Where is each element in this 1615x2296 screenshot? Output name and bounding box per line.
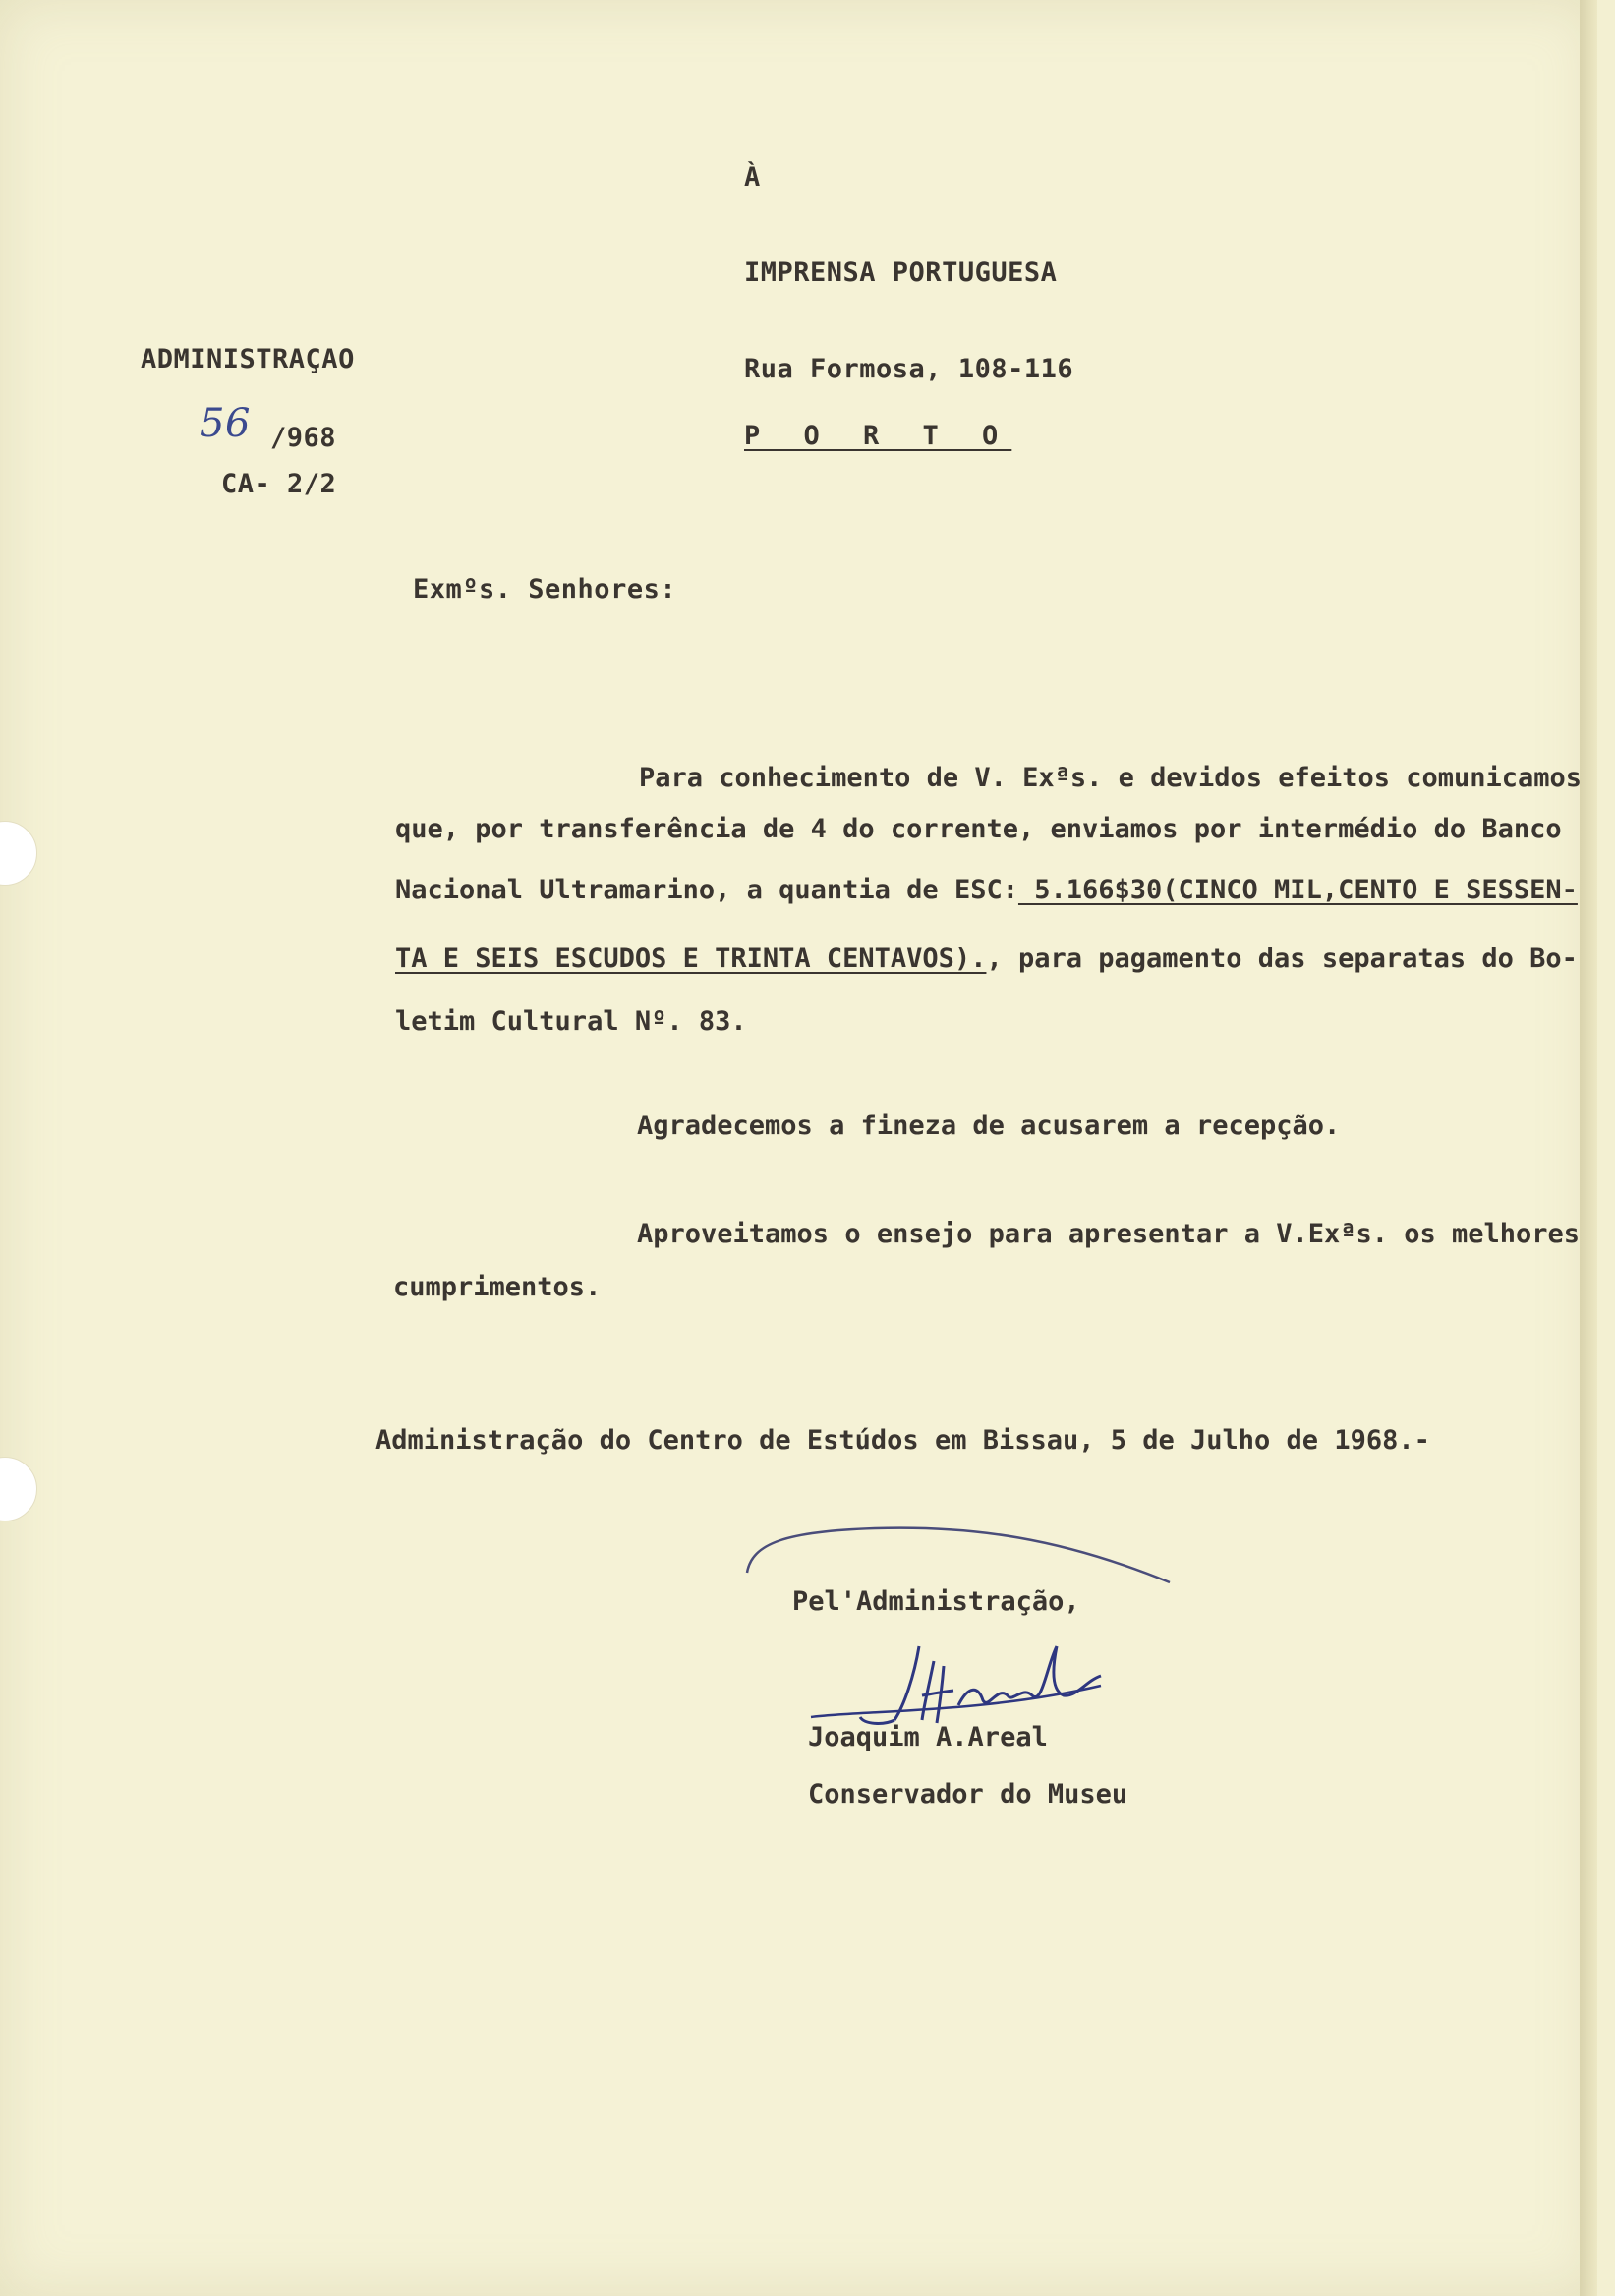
body-p1-line4: TA E SEIS ESCUDOS E TRINTA CENTAVOS)., para pagamento das separatas do Bo- xyxy=(395,944,1578,974)
body-p1-line1: Para conhecimento de V. Exªs. e devidos efeitos comunicamos xyxy=(639,763,1583,793)
amount-text: 5.166$30(CINCO MIL,CENTO E SESSEN- xyxy=(1017,875,1578,905)
body-p2: Agradecemos a fineza de acusarem a recepção. xyxy=(637,1111,1341,1141)
reference-number-handwritten: 56 xyxy=(200,401,251,446)
handwritten-signature xyxy=(806,1627,1121,1735)
body-p1-line5: letim Cultural Nº. 83. xyxy=(395,1006,747,1037)
salutation: Exmºs. Senhores: xyxy=(413,574,677,604)
body-p1-line2: que, por transferência de 4 do corrente, enviamos por intermédio do Banco xyxy=(395,814,1562,844)
signature-flourish-line xyxy=(727,1504,1180,1592)
punch-hole xyxy=(0,1457,37,1521)
reference-department: ADMINISTRAÇAO xyxy=(141,344,355,374)
recipient-street: Rua Formosa, 108-116 xyxy=(744,354,1074,384)
amount-text-continued: TA E SEIS ESCUDOS E TRINTA CENTAVOS). xyxy=(395,944,987,974)
place-date: Administração do Centro de Estúdos em Bissau, 5 de Julho de 1968.- xyxy=(375,1425,1430,1456)
reference-year: /968 xyxy=(270,423,337,453)
signature-name: Joaquim A.Areal xyxy=(808,1722,1048,1752)
recipient-prefix: À xyxy=(744,162,761,193)
body-p1-line3: Nacional Ultramarino, a quantia de ESC: 5.166$30(CINCO MIL,CENTO E SESSEN- xyxy=(395,875,1578,905)
punch-hole xyxy=(0,821,37,886)
recipient-name: IMPRENSA PORTUGUESA xyxy=(744,258,1058,288)
paper-edge xyxy=(1580,0,1597,2296)
signature-title: Conservador do Museu xyxy=(808,1779,1128,1809)
recipient-city: P O R T O xyxy=(744,421,1012,451)
body-p3-line2: cumprimentos. xyxy=(393,1272,602,1302)
reference-code: CA- 2/2 xyxy=(221,469,337,499)
body-p3-line1: Aproveitamos o ensejo para apresentar a V.Exªs. os melhores xyxy=(637,1219,1581,1249)
signature-on-behalf: Pel'Administração, xyxy=(792,1586,1080,1617)
